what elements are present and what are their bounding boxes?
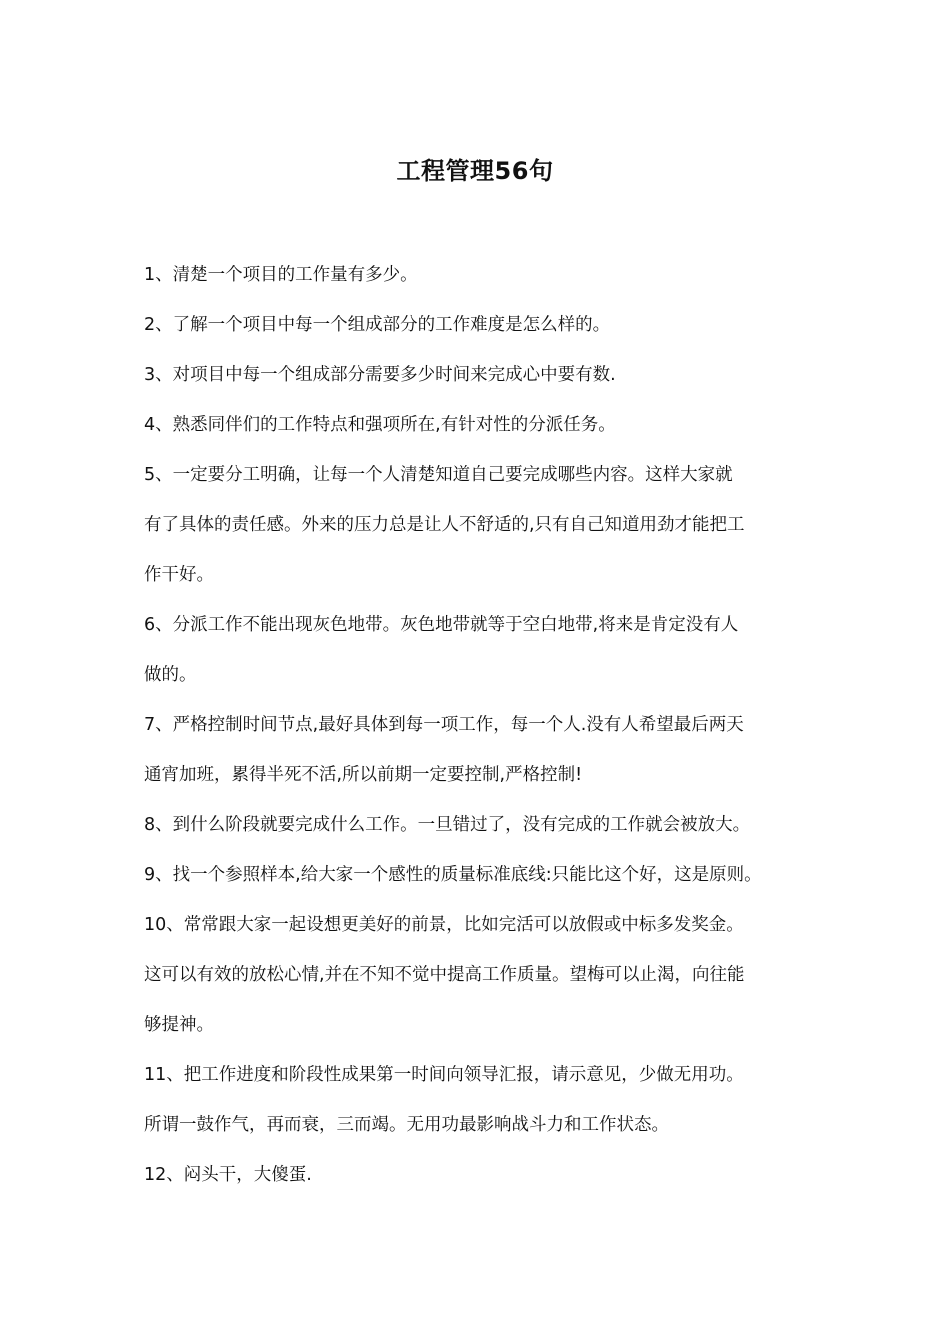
text-line: 5、一定要分工明确，让每一个人清楚知道自己要完成哪些内容。这样大家就 bbox=[144, 465, 733, 485]
text-line: 作干好。 bbox=[144, 565, 214, 585]
list-item bbox=[144, 900, 824, 1050]
list-item bbox=[144, 700, 824, 800]
text-line: 7、严格控制时间节点,最好具体到每一项工作，每一个人.没有人希望最后两天 bbox=[144, 715, 744, 735]
list-item bbox=[144, 850, 824, 900]
text-line: 做的。 bbox=[144, 665, 197, 685]
list-item bbox=[144, 600, 824, 700]
list-item bbox=[144, 450, 824, 600]
list-item bbox=[144, 250, 824, 300]
text-line: 9、找一个参照样本,给大家一个感性的质量标准底线:只能比这个好，这是原则。 bbox=[144, 865, 762, 885]
text-line: 10、常常跟大家一起设想更美好的前景，比如完活可以放假或中标多发奖金。 bbox=[144, 915, 744, 935]
text-line: 2、了解一个项目中每一个组成部分的工作难度是怎么样的。 bbox=[144, 315, 611, 335]
document-title: 工程管理56句 bbox=[396, 157, 554, 185]
document-body bbox=[144, 250, 824, 1200]
text-line: 这可以有效的放松心情,并在不知不觉中提高工作质量。望梅可以止渴，向往能 bbox=[144, 965, 745, 985]
list-item bbox=[144, 800, 824, 850]
text-line: 1、清楚一个项目的工作量有多少。 bbox=[144, 265, 418, 285]
list-item bbox=[144, 300, 824, 350]
text-line: 所谓一鼓作气，再而衰，三而竭。无用功最影响战斗力和工作状态。 bbox=[144, 1115, 669, 1135]
list-item bbox=[144, 350, 824, 400]
text-line: 6、分派工作不能出现灰色地带。灰色地带就等于空白地带,将来是肯定没有人 bbox=[144, 615, 739, 635]
text-line: 通宵加班，累得半死不活,所以前期一定要控制,严格控制! bbox=[144, 765, 583, 785]
list-item bbox=[144, 400, 824, 450]
text-line: 够提神。 bbox=[144, 1015, 214, 1035]
text-line: 8、到什么阶段就要完成什么工作。一旦错过了，没有完成的工作就会被放大。 bbox=[144, 815, 751, 835]
text-line: 有了具体的责任感。外来的压力总是让人不舒适的,只有自己知道用劲才能把工 bbox=[144, 515, 745, 535]
text-line: 12、闷头干，大傻蛋. bbox=[144, 1165, 312, 1185]
list-item bbox=[144, 1050, 824, 1150]
text-line: 11、把工作进度和阶段性成果第一时间向领导汇报，请示意见，少做无用功。 bbox=[144, 1065, 744, 1085]
text-line: 3、对项目中每一个组成部分需要多少时间来完成心中要有数. bbox=[144, 365, 616, 385]
list-item bbox=[144, 1150, 824, 1200]
text-line: 4、熟悉同伴们的工作特点和强项所在,有针对性的分派任务。 bbox=[144, 415, 616, 435]
